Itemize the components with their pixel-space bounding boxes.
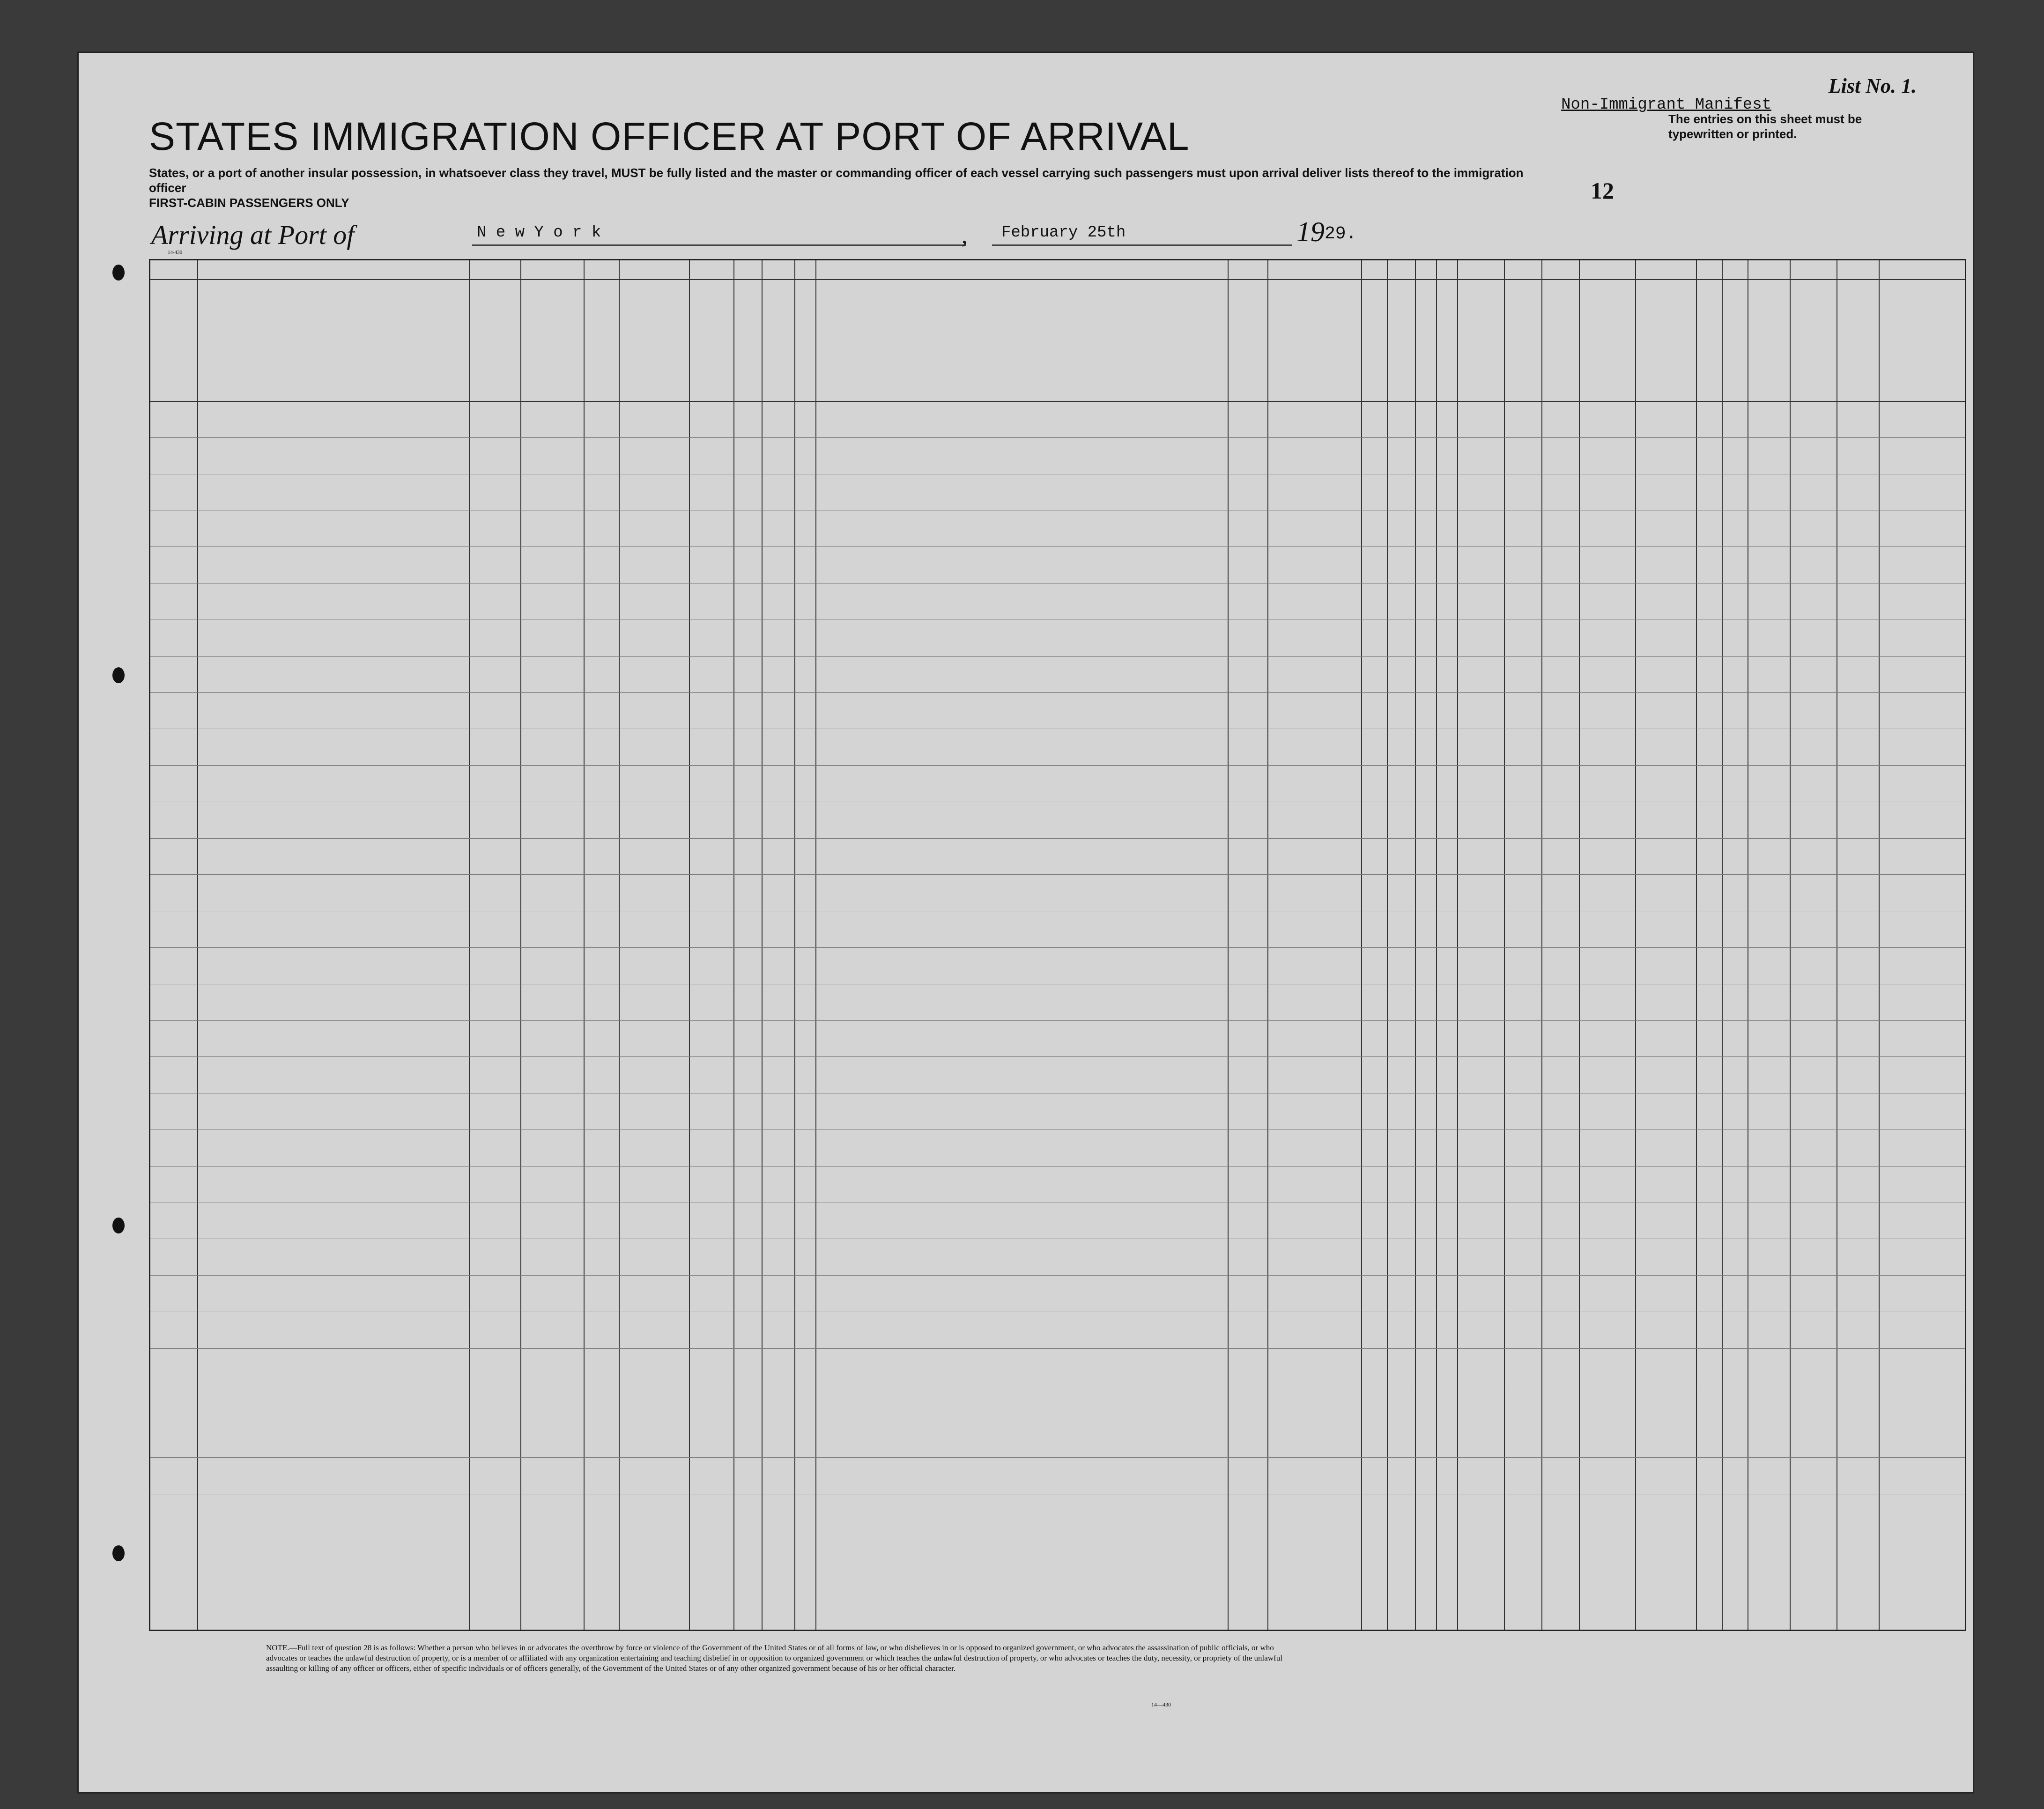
cell-joining [817, 587, 1226, 620]
arriving-label: Arriving at Port of [151, 220, 355, 250]
page-title: STATES IMMIGRATION OFFICER AT PORT OF ARRIVAL [149, 114, 1190, 158]
header-feet [1696, 352, 1722, 366]
header-money [691, 286, 732, 399]
binder-hole [112, 1218, 125, 1233]
cell-relative [199, 405, 467, 438]
header-purpose-length [1269, 286, 1359, 399]
cell-p-a [1229, 1097, 1266, 1142]
header-deformed [1635, 317, 1696, 377]
cell-relative [199, 878, 467, 912]
cell-joining [817, 1024, 1226, 1058]
cell-relative [199, 550, 467, 584]
cell-complexion [1749, 1097, 1788, 1142]
cell-feet [1698, 1097, 1720, 1142]
cell-anar [1438, 1097, 1455, 1142]
header-health [1579, 317, 1635, 377]
header-q29 [1506, 286, 1540, 399]
column-divider [1436, 260, 1437, 1630]
header-prison [1389, 286, 1413, 399]
header-passage-note [621, 326, 687, 396]
cell-joining [817, 660, 1226, 694]
row-divider [150, 1166, 1965, 1167]
cell-relative [199, 441, 467, 475]
header-ticket [585, 286, 617, 399]
entries-note: The entries on this sheet must be typewritten or printed. [1668, 112, 1862, 141]
cell-joining [817, 478, 1226, 511]
cell-relative [199, 769, 467, 803]
header-q28 [1459, 286, 1502, 399]
subtitle-text: States, or a port of another insular possession, in whatsoever class they travel, MUST be fully listed and the master or commanding officer of each vessel carrying such passengers must upon arrival deliver lists thereof to the immigration officer [149, 166, 1524, 195]
cell-joining [817, 514, 1226, 547]
cell-relative [199, 842, 467, 876]
column-divider [689, 260, 690, 1630]
cell-year [763, 1097, 792, 1142]
cell-relative [199, 587, 467, 620]
cell-joining [817, 732, 1226, 766]
cell-relative [199, 514, 467, 547]
cabin-class: FIRST-CABIN PASSENGERS ONLY [149, 196, 349, 210]
header-city [520, 345, 584, 359]
column-divider [733, 260, 734, 1630]
column-divider [1635, 260, 1636, 1630]
header-height [1696, 303, 1748, 317]
header-joining [820, 312, 1223, 359]
column-divider [1415, 260, 1416, 1630]
cell-joining [817, 915, 1226, 948]
cell-p-c [1363, 405, 1385, 438]
cell-money [691, 1097, 732, 1142]
port-value: N e w Y o r k [472, 224, 966, 246]
cell-relative [199, 1060, 467, 1094]
column-divider [794, 260, 795, 1630]
cell-relative [199, 951, 467, 985]
cell-joining [817, 769, 1226, 803]
cell-p-b [1269, 478, 1359, 511]
cell-marks [1881, 1097, 1966, 1142]
column-divider [1387, 260, 1388, 1630]
footnote-code: 14—430 [1151, 1701, 1171, 1708]
cell-ticket [585, 1097, 617, 1142]
header-purpose-citizen [1363, 286, 1385, 399]
list-number: List No. 1. [1828, 74, 1917, 97]
header-inches [1722, 352, 1748, 366]
column-divider [1361, 260, 1362, 1630]
cell-p-b [1269, 1060, 1359, 1094]
column-divider [1790, 260, 1791, 1630]
cell-hair [1792, 1097, 1835, 1142]
column-divider [584, 260, 585, 1630]
column-divider [762, 260, 763, 1630]
cell-inches [1724, 1097, 1746, 1142]
cell-joining [817, 988, 1226, 1021]
page-subtitle [149, 165, 1554, 210]
footnote: NOTE.—Full text of question 28 is as follows: Whether a person who believes in or advocates the overthrow by force or violence of the Government of the United States or of all forms of law, or who disbelieves in or is opposed to organized government, or who advocates the assassination of public officials, or who advocates or teaches the unlawful destruction of property, or is a member of or affiliated with any organization entertaining and teaching disbelief in or opposition to organized government or which teaches the unlawful destruction of property, or who advocates or teaches the duty, necessity, or propriety of the unlawful assaulting or killing of any officer or officers, either of specific individuals or of officers generally, of the Government of the United States or of any other organized government because of his or her official character. [266, 1643, 1282, 1673]
column-divider [1267, 260, 1268, 1630]
comma: , [962, 222, 968, 248]
column-divider [1879, 260, 1880, 1630]
cell-health [1581, 1097, 1633, 1142]
header-final-destination [469, 286, 584, 300]
cell-q28 [1459, 1097, 1502, 1142]
header-no-on-list [150, 331, 197, 368]
column-divider [1457, 260, 1458, 1630]
cell-p-b [1269, 732, 1359, 766]
column-divider [1696, 260, 1697, 1630]
row-divider [150, 1348, 1965, 1349]
header-hair [1790, 352, 1837, 366]
cell-poly [1417, 1097, 1434, 1142]
header-complexion [1748, 340, 1790, 368]
cell-hair [1792, 696, 1835, 730]
cell-joining [817, 842, 1226, 876]
binder-hole [112, 667, 125, 683]
cell-joining [817, 405, 1226, 438]
year-prefix: 19 [1296, 216, 1325, 247]
cell-before [735, 1097, 760, 1142]
cell-joining [817, 441, 1226, 475]
cell-joining [817, 878, 1226, 912]
cell-relative [199, 696, 467, 730]
cell-relative [199, 732, 467, 766]
header-anarchist [1438, 286, 1455, 399]
cell-joining [817, 623, 1226, 657]
header-purpose-return [1229, 286, 1266, 399]
binder-hole [112, 1545, 125, 1561]
binder-hole [112, 265, 125, 281]
date-value: February 25th [992, 224, 1292, 246]
cell-paid [621, 1097, 687, 1142]
column-divider [197, 260, 198, 1630]
column-divider [469, 260, 470, 1630]
header-yes-no [733, 335, 762, 363]
cell-prison [1389, 1097, 1413, 1142]
header-eyes [1837, 352, 1879, 366]
header-year-period [762, 335, 794, 382]
column-divider [520, 260, 521, 1630]
cell-joining [817, 951, 1226, 985]
header-if-yes [762, 312, 815, 325]
cell-eyes [1838, 1097, 1877, 1142]
year-suffix: 29. [1325, 224, 1357, 244]
cell-state [471, 1097, 518, 1142]
cell-joining [817, 696, 1226, 730]
header-passage [619, 288, 689, 324]
row-divider [150, 1457, 1965, 1458]
column-divider [1722, 260, 1723, 1630]
column-divider [1228, 260, 1229, 1630]
cell-joining [817, 1097, 1226, 1130]
header-where [794, 347, 815, 361]
cell-relative [199, 660, 467, 694]
header-marks [1879, 338, 1968, 361]
cell-relative [199, 1024, 467, 1058]
cell-relative [199, 915, 467, 948]
cell-p-c [1363, 1097, 1385, 1142]
column-divider [1541, 260, 1542, 1630]
cell-p-b [1269, 405, 1359, 438]
cell-joining [817, 550, 1226, 584]
cell-relative [199, 1097, 467, 1130]
cell-where [796, 1097, 814, 1142]
header-final-note [469, 300, 584, 314]
header-state [469, 345, 520, 359]
header-relative [202, 312, 464, 354]
column-divider [619, 260, 620, 1630]
cell-city [522, 1097, 582, 1142]
column-divider [1579, 260, 1580, 1630]
cell-p-b [1269, 1097, 1359, 1142]
column-divider [815, 260, 816, 1630]
cell-relative [199, 478, 467, 511]
sheet-number: 12 [1591, 177, 1614, 204]
cell-relative [199, 623, 467, 657]
header-before [733, 281, 815, 317]
row-divider [150, 1275, 1965, 1276]
manifest-type: Non-Immigrant Manifest [1561, 96, 1771, 114]
manifest-sheet [77, 52, 1974, 1794]
cell-relative [199, 988, 467, 1021]
header-divider [150, 401, 1965, 402]
header-color-of [1790, 305, 1879, 319]
column-divider [1504, 260, 1505, 1630]
cell-deformed [1637, 1097, 1694, 1142]
header-q30 [1543, 286, 1577, 399]
form-code: 14-430 [168, 250, 183, 255]
cell-p-a [1229, 405, 1266, 438]
manifest-table [149, 259, 1966, 1631]
header-divider [150, 279, 1965, 280]
cell-q29 [1506, 1097, 1540, 1142]
cell-joining [817, 1060, 1226, 1094]
cell-q30 [1543, 1097, 1577, 1142]
header-polygamist [1417, 286, 1434, 399]
